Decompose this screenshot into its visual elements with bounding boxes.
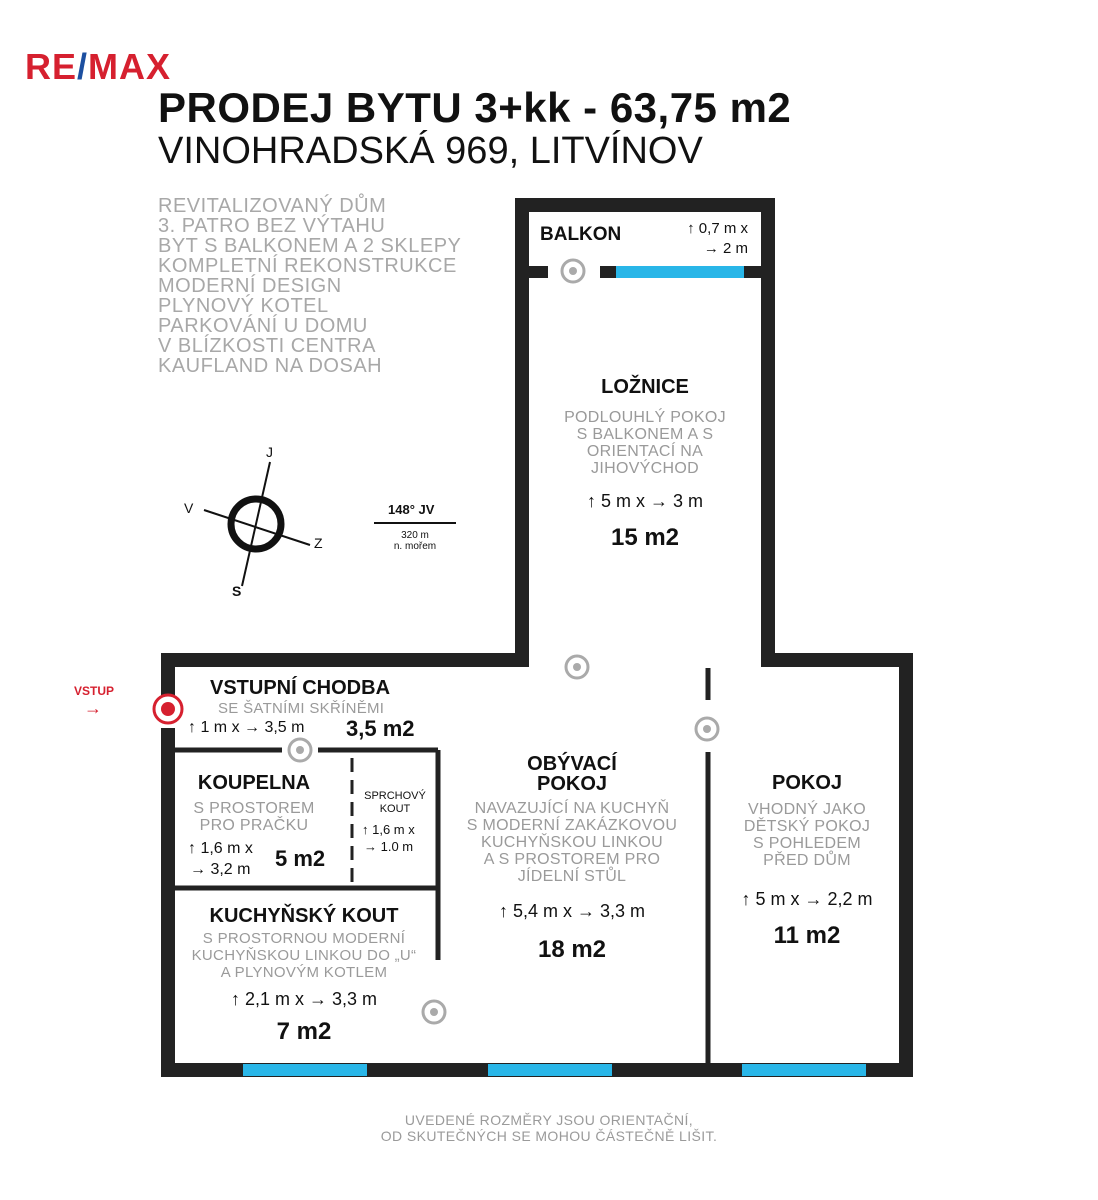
loznice-desc-line: ORIENTACÍ NA	[586, 443, 704, 460]
chodba-area: 3,5 m2	[346, 716, 415, 741]
feature-item: KAUFLAND NA DOSAH	[158, 355, 383, 377]
disclaimer-line: OD SKUTEČNÝCH SE MOHOU ČÁSTEČNĚ LIŠIT.	[380, 1128, 718, 1144]
compass-west-label: V	[184, 500, 194, 516]
pokoj-desc-line: DĚTSKÝ POKOJ	[743, 818, 871, 835]
loznice-desc-line: JIHOVÝCHOD	[591, 460, 699, 477]
logo-text-re: RE	[25, 46, 78, 87]
sprchovy-dim-2: → 1.0 m	[364, 839, 414, 854]
kuchyn-name: KUCHYŇSKÝ KOUT	[209, 905, 399, 927]
obyvaci-desc-line: A S PROSTOREM PRO	[483, 851, 661, 868]
logo-slash: /	[77, 46, 89, 87]
koupelna-desc	[178, 800, 330, 834]
koupelna-dim-2: → 3,2 m	[190, 861, 251, 878]
balkon-name: BALKON	[540, 224, 622, 245]
kuchyn-dims: ↑ 2,1 m x → 3,3 m	[230, 989, 378, 1009]
chodba-dims: ↑ 1 m x → 3,5 m	[188, 719, 305, 736]
loznice-desc-line: PODLOUHLÝ POKOJ	[564, 409, 726, 426]
obyvaci-desc-line: NAVAZUJÍCÍ NA KUCHYŇ	[474, 800, 670, 817]
koupelna-area: 5 m2	[275, 846, 326, 871]
chodba-desc: SE ŠATNÍMI SKŘÍNĚMI	[218, 700, 385, 717]
obyvaci-name-line: OBÝVACÍ	[527, 753, 617, 775]
obyvaci-name	[450, 754, 694, 794]
pokoj-desc-line: PŘED DŮM	[763, 852, 851, 869]
feature-item: REVITALIZOVANÝ DŮM	[158, 195, 387, 217]
koupelna-name: KOUPELNA	[197, 772, 311, 794]
obyvaci-room	[450, 754, 694, 964]
altitude-line-1: 320 m	[401, 530, 429, 541]
pokoj-desc	[714, 801, 900, 869]
compass-north-label: J	[266, 444, 273, 460]
obyvaci-area: 18 m2	[537, 936, 607, 963]
page-title: PRODEJ BYTU 3+kk - 63,75 m2	[158, 84, 792, 131]
balkon-dim-1: ↑ 0,7 m x	[687, 220, 748, 237]
entrance-label: VSTUP	[74, 684, 115, 698]
kuchyn-desc-line: A PLYNOVÝM KOTLEM	[220, 964, 388, 981]
pokoj-area: 11 m2	[773, 922, 841, 949]
feature-item: MODERNÍ DESIGN	[158, 275, 342, 297]
orientation-degrees: 148° JV	[388, 502, 435, 517]
pokoj-desc-line: VHODNÝ JAKO	[748, 801, 866, 818]
disclaimer	[0, 1112, 1098, 1144]
loznice-dims: ↑ 5 m x → 3 m	[586, 491, 703, 511]
feature-item: PARKOVÁNÍ U DOMU	[158, 315, 368, 337]
pokoj-name: POKOJ	[771, 772, 843, 794]
obyvaci-desc	[450, 800, 694, 885]
sprchovy-name-line: SPRCHOVÝ	[364, 790, 426, 802]
logo-text-max: MAX	[88, 46, 172, 87]
sprchovy-name	[356, 790, 434, 816]
page-subtitle: VINOHRADSKÁ 969, LITVÍNOV	[158, 130, 703, 172]
kuchyn-desc-line: KUCHYŇSKOU LINKOU DO „U“	[191, 947, 417, 964]
pokoj-desc-line: S POHLEDEM	[753, 835, 861, 852]
sprchovy-name-line: KOUT	[379, 803, 411, 815]
loznice-area: 15 m2	[610, 524, 680, 551]
kuchyn-area: 7 m2	[276, 1018, 332, 1045]
pokoj-dims: ↑ 5 m x → 2,2 m	[741, 889, 873, 909]
disclaimer-line: UVEDENÉ ROZMĚRY JSOU ORIENTAČNÍ,	[404, 1112, 694, 1128]
kuchyn-room	[172, 905, 436, 1046]
sprchovy-dim-1: ↑ 1,6 m x	[362, 822, 415, 837]
obyvaci-desc-line: JÍDELNÍ STŮL	[517, 868, 627, 885]
compass-south-label: S	[232, 583, 242, 599]
feature-item: BYT S BALKONEM A 2 SKLEPY	[158, 235, 462, 257]
obyvaci-desc-line: KUCHYŇSKOU LINKOU	[480, 834, 664, 851]
loznice-name: LOŽNICE	[601, 376, 689, 398]
koupelna-desc-line: S PROSTOREM	[193, 800, 315, 817]
kuchyn-desc	[172, 930, 436, 981]
feature-item: PLYNOVÝ KOTEL	[158, 295, 329, 317]
koupelna-desc-line: PRO PRAČKU	[199, 817, 309, 834]
kuchyn-desc-line: S PROSTORNOU MODERNÍ	[202, 930, 406, 947]
balkon-dim-2: → 2 m	[703, 240, 748, 257]
feature-item: KOMPLETNÍ REKONSTRUKCE	[158, 255, 457, 277]
feature-item: 3. PATRO BEZ VÝTAHU	[158, 215, 386, 237]
loznice-room	[530, 376, 760, 552]
feature-item: V BLÍZKOSTI CENTRA	[158, 335, 376, 357]
obyvaci-desc-line: S MODERNÍ ZAKÁZKOVOU	[466, 817, 678, 834]
obyvaci-dims: ↑ 5,4 m x → 3,3 m	[498, 901, 646, 921]
entrance-arrow-icon: →	[84, 698, 102, 718]
loznice-desc-line: S BALKONEM A S	[576, 426, 714, 443]
chodba-name: VSTUPNÍ CHODBA	[210, 677, 391, 699]
pokoj-room	[714, 772, 900, 950]
obyvaci-name-line: POKOJ	[536, 773, 608, 795]
compass-east-label: Z	[314, 535, 323, 551]
koupelna-dim-1: ↑ 1,6 m x	[188, 840, 253, 857]
loznice-desc	[530, 409, 760, 477]
altitude-line-2: n. mořem	[393, 541, 437, 552]
